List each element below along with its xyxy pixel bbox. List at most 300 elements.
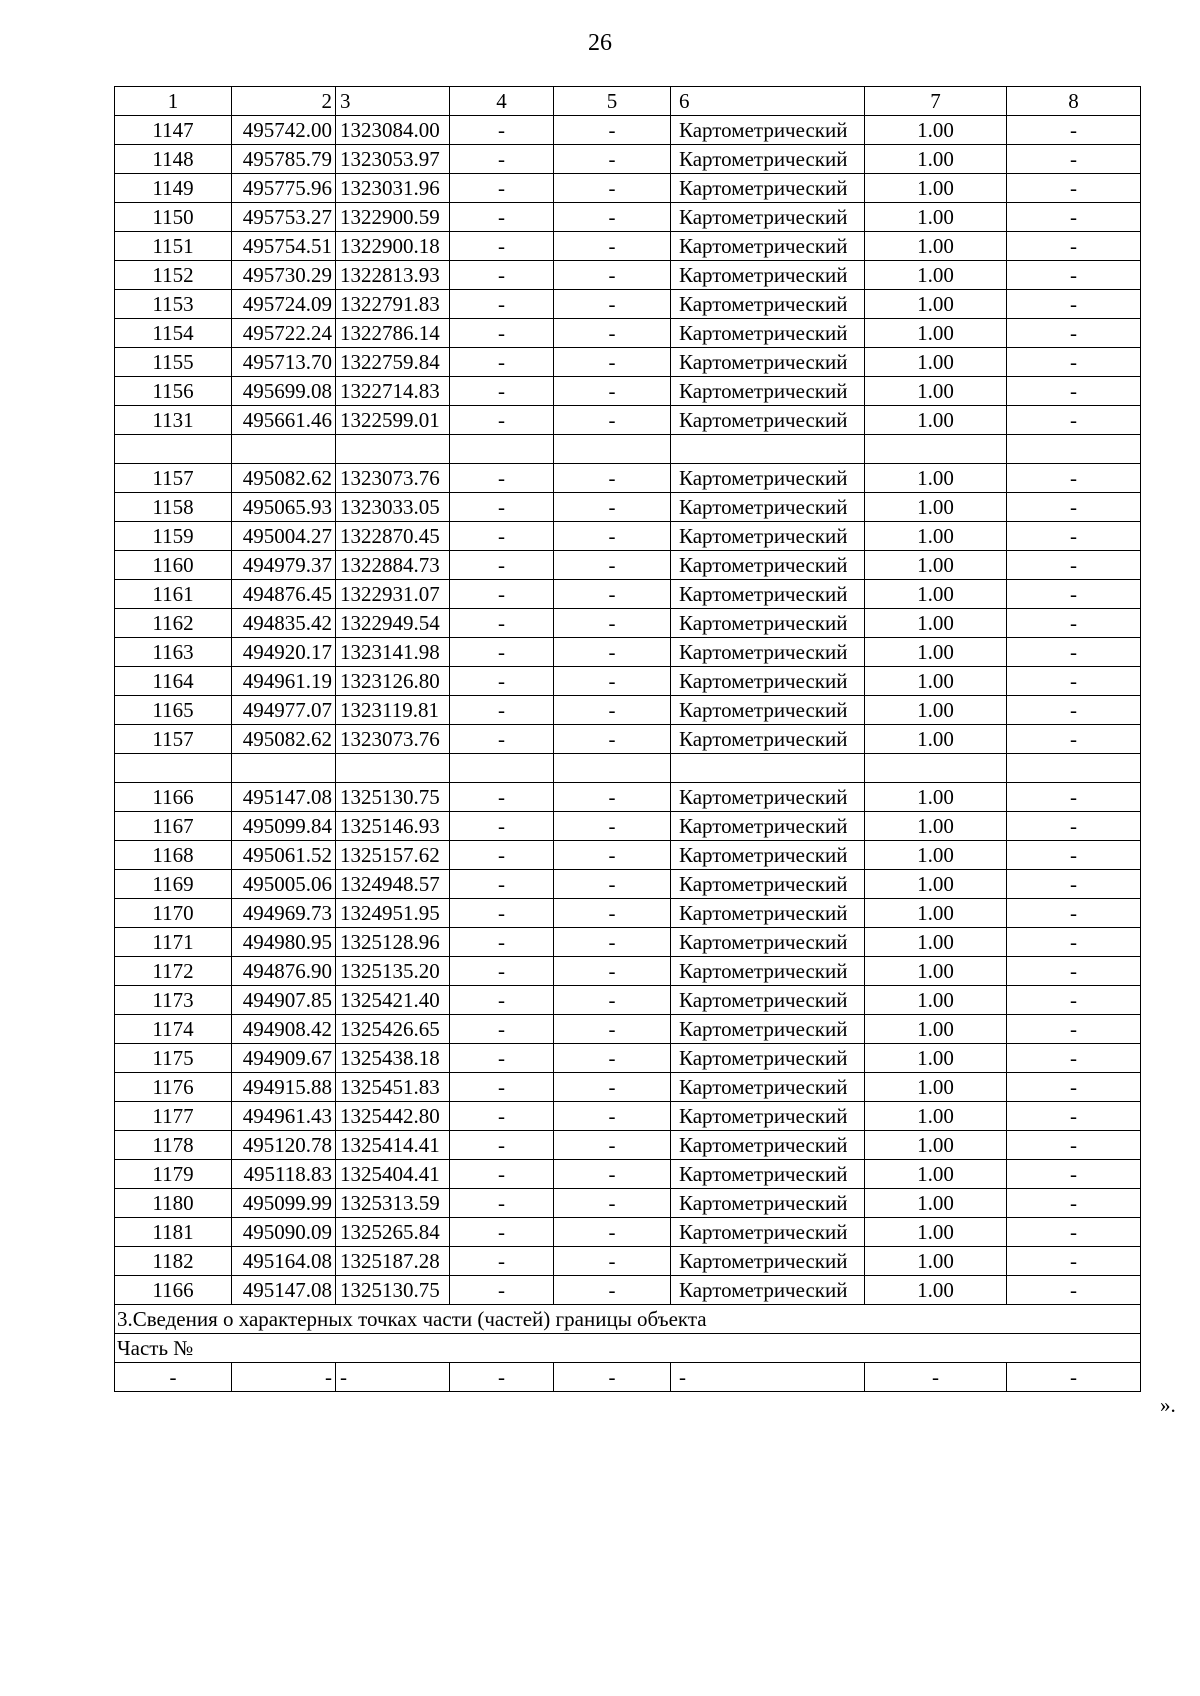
table-cell [115,435,232,464]
table-cell: - [554,261,671,290]
table-cell: - [554,667,671,696]
table-cell: - [1007,812,1141,841]
table-cell: 495082.62 [232,464,336,493]
table-row [115,957,1141,986]
table-cell: 1.00 [865,1247,1007,1276]
table-cell: 1.00 [865,377,1007,406]
table-cell: - [450,957,554,986]
table-cell: - [554,870,671,899]
table-cell: - [1007,464,1141,493]
table-cell: - [1007,986,1141,1015]
table-row [115,812,1141,841]
table-cell: 494876.90 [232,957,336,986]
table-cell: - [450,464,554,493]
table-cell: - [554,1044,671,1073]
table-cell: - [1007,406,1141,435]
table-cell: - [554,957,671,986]
table-cell: 1323084.00 [336,116,450,145]
table-cell: 1.00 [865,406,1007,435]
table-cell: - [450,1247,554,1276]
table-cell: 494980.95 [232,928,336,957]
table-cell: 1.00 [865,1218,1007,1247]
table-cell: - [554,203,671,232]
table-cell: 1325130.75 [336,783,450,812]
table-cell: Картометрический [671,986,865,1015]
table-cell: 494835.42 [232,609,336,638]
table-cell: 1322949.54 [336,609,450,638]
table-cell: - [1007,348,1141,377]
separator-row [115,435,1141,464]
section-title-row-text: 3.Сведения о характерных точках части (частей) границы объекта [115,1305,1141,1334]
table-cell: 1148 [115,145,232,174]
table-row [115,841,1141,870]
table-cell: - [554,783,671,812]
table-cell: Картометрический [671,870,865,899]
table-cell: 1173 [115,986,232,1015]
table-cell: 1166 [115,1276,232,1305]
table-cell: 5 [554,87,671,116]
table-cell: Картометрический [671,609,865,638]
table-cell: 1325313.59 [336,1189,450,1218]
table-row [115,522,1141,551]
table-row [115,1276,1141,1305]
table-cell: 1.00 [865,667,1007,696]
table-cell: 495785.79 [232,145,336,174]
table-cell: - [450,1218,554,1247]
table-cell: 1149 [115,174,232,203]
table-cell: 1152 [115,261,232,290]
table-cell: - [1007,609,1141,638]
table-cell: 1.00 [865,464,1007,493]
table-cell: - [554,174,671,203]
table-cell: - [450,1131,554,1160]
table-row [115,609,1141,638]
table-row [115,1015,1141,1044]
table-cell: Картометрический [671,1044,865,1073]
table-cell: - [1007,1073,1141,1102]
table-cell: - [554,1131,671,1160]
table-cell: 495753.27 [232,203,336,232]
table-cell: 494909.67 [232,1044,336,1073]
table-cell: 2 [232,87,336,116]
table-cell: 1177 [115,1102,232,1131]
table-cell: - [554,232,671,261]
table-cell: - [554,551,671,580]
separator-row [115,754,1141,783]
table-cell: - [1007,319,1141,348]
table-row [115,1131,1141,1160]
table-row [115,232,1141,261]
table-cell: 495147.08 [232,783,336,812]
table-row [115,406,1141,435]
table-cell: 1325130.75 [336,1276,450,1305]
table-cell: 494907.85 [232,986,336,1015]
table-cell: 1174 [115,1015,232,1044]
table-cell: - [1007,1247,1141,1276]
table-cell: 1325265.84 [336,1218,450,1247]
table-cell: Картометрический [671,696,865,725]
table-cell: 1.00 [865,841,1007,870]
table-cell [865,435,1007,464]
table-cell: Картометрический [671,928,865,957]
coordinates-table [114,86,1141,1392]
table-cell: 495661.46 [232,406,336,435]
table-cell: - [450,580,554,609]
table-cell: 1.00 [865,1276,1007,1305]
table-cell: 495775.96 [232,174,336,203]
table-row [115,899,1141,928]
table-cell: - [1007,290,1141,319]
table-cell [671,754,865,783]
table-cell: 8 [1007,87,1141,116]
table-cell: - [554,493,671,522]
table-cell: 1.00 [865,551,1007,580]
table-cell: - [1007,377,1141,406]
table-cell: - [1007,551,1141,580]
table-cell: - [554,290,671,319]
table-cell: 1.00 [865,957,1007,986]
table-cell: 1.00 [865,609,1007,638]
table-cell: 1.00 [865,348,1007,377]
table-cell: Картометрический [671,957,865,986]
table-row [115,551,1141,580]
table-cell: - [450,841,554,870]
table-cell: 1162 [115,609,232,638]
table-cell: 1.00 [865,928,1007,957]
table-cell: 1.00 [865,116,1007,145]
table-cell: - [450,116,554,145]
table-cell: - [1007,232,1141,261]
table-cell: 1156 [115,377,232,406]
table-cell: 1325442.80 [336,1102,450,1131]
table-cell: 495099.99 [232,1189,336,1218]
table-cell: Картометрический [671,1131,865,1160]
table-header-row [115,87,1141,116]
table-cell: - [554,1160,671,1189]
table-cell: - [1007,928,1141,957]
table-cell: 1325421.40 [336,986,450,1015]
table-cell: Картометрический [671,377,865,406]
table-cell: 1155 [115,348,232,377]
table-cell: 1322759.84 [336,348,450,377]
table-cell: - [554,1247,671,1276]
table-cell: 1.00 [865,696,1007,725]
table-cell: - [554,464,671,493]
table-cell: - [1007,1276,1141,1305]
table-cell: 1176 [115,1073,232,1102]
table-cell: Картометрический [671,1160,865,1189]
table-cell: - [1007,841,1141,870]
table-cell: 1.00 [865,493,1007,522]
table-cell: Картометрический [671,1189,865,1218]
table-cell: 1323033.05 [336,493,450,522]
table-cell: 1.00 [865,232,1007,261]
table-cell: - [1007,580,1141,609]
table-cell: - [1007,696,1141,725]
table-cell: Картометрический [671,232,865,261]
table-cell: - [554,348,671,377]
table-cell: Картометрический [671,319,865,348]
table-cell: Картометрический [671,1247,865,1276]
table-cell: Картометрический [671,1218,865,1247]
table-row [115,116,1141,145]
table-cell: 6 [671,87,865,116]
table-cell: - [450,261,554,290]
table-cell: Картометрический [671,261,865,290]
table-cell: Картометрический [671,145,865,174]
empty-part-row [115,1363,1141,1392]
table-cell: - [1007,1363,1141,1392]
table-cell: 495713.70 [232,348,336,377]
table-cell: 1325451.83 [336,1073,450,1102]
table-cell: - [450,609,554,638]
page-number: 26 [588,30,612,56]
table-cell: Картометрический [671,812,865,841]
table-cell: Картометрический [671,841,865,870]
table-cell: - [450,290,554,319]
table-cell: 3 [336,87,450,116]
table-cell: 1172 [115,957,232,986]
table-cell: Картометрический [671,1073,865,1102]
table-row [115,1073,1141,1102]
table-cell: - [1007,174,1141,203]
table-cell: 1157 [115,725,232,754]
table-cell: 494915.88 [232,1073,336,1102]
table-cell: 495722.24 [232,319,336,348]
table-cell: 495699.08 [232,377,336,406]
table-cell: 1.00 [865,174,1007,203]
table-cell: 1167 [115,812,232,841]
table-cell: - [1007,145,1141,174]
table-cell: - [450,1044,554,1073]
table-cell [450,435,554,464]
table-cell: - [1007,667,1141,696]
table-cell: - [450,1160,554,1189]
table-cell: 495742.00 [232,116,336,145]
table-cell: - [450,493,554,522]
table-cell [450,754,554,783]
table-cell [554,754,671,783]
table-cell: - [450,928,554,957]
table-cell: - [865,1363,1007,1392]
table-cell: - [450,870,554,899]
table-cell: - [450,377,554,406]
table-cell: - [1007,783,1141,812]
table-row [115,1189,1141,1218]
table-cell: 1180 [115,1189,232,1218]
table-cell: - [554,1218,671,1247]
table-cell: Картометрический [671,464,865,493]
table-cell: 1171 [115,928,232,957]
table-cell: 1.00 [865,899,1007,928]
table-cell: 1164 [115,667,232,696]
table-cell: 1.00 [865,783,1007,812]
closing-quote-mark: ». [1160,1393,1176,1417]
table-cell: - [450,783,554,812]
table-cell: 495730.29 [232,261,336,290]
table-cell: 1.00 [865,319,1007,348]
table-cell: 1.00 [865,203,1007,232]
table-row [115,667,1141,696]
table-cell: Картометрический [671,1015,865,1044]
table-cell: Картометрический [671,116,865,145]
table-cell: - [1007,870,1141,899]
table-cell: 1322931.07 [336,580,450,609]
section-title-row [115,1305,1141,1334]
table-cell: 1323073.76 [336,464,450,493]
table-cell: - [450,1073,554,1102]
table-row [115,377,1141,406]
table-cell: 495120.78 [232,1131,336,1160]
table-cell: 1322786.14 [336,319,450,348]
table-cell: 494908.42 [232,1015,336,1044]
table-cell: - [450,203,554,232]
table-cell: 1.00 [865,986,1007,1015]
table-cell: 1166 [115,783,232,812]
table-row [115,464,1141,493]
table-cell: - [450,348,554,377]
table-cell [336,435,450,464]
table-cell: 1322884.73 [336,551,450,580]
table-row [115,1102,1141,1131]
table-cell: - [1007,203,1141,232]
table-cell: - [554,841,671,870]
table-cell: - [554,1015,671,1044]
table-cell: 1323119.81 [336,696,450,725]
table-cell: 1325426.65 [336,1015,450,1044]
table-row [115,696,1141,725]
table-cell: - [1007,1015,1141,1044]
table-cell: - [554,1102,671,1131]
table-cell: - [554,609,671,638]
table-cell: 495724.09 [232,290,336,319]
table-cell: 7 [865,87,1007,116]
table-row [115,493,1141,522]
table-cell [554,435,671,464]
table-cell: Картометрический [671,638,865,667]
table-cell: Картометрический [671,290,865,319]
table-cell: 495065.93 [232,493,336,522]
table-cell: 1160 [115,551,232,580]
table-cell: 1324951.95 [336,899,450,928]
table-cell: 495061.52 [232,841,336,870]
table-row [115,1218,1141,1247]
table-cell: - [450,667,554,696]
table-cell: 494920.17 [232,638,336,667]
table-cell: 1323141.98 [336,638,450,667]
table-cell: - [450,1015,554,1044]
table-cell: - [450,174,554,203]
table-cell [671,435,865,464]
table-cell: - [450,232,554,261]
table-cell: 1.00 [865,725,1007,754]
table-cell: 1323053.97 [336,145,450,174]
table-cell: 1325438.18 [336,1044,450,1073]
table-cell: - [1007,1218,1141,1247]
table-cell: - [1007,493,1141,522]
table-cell: 1.00 [865,870,1007,899]
table-cell: 1181 [115,1218,232,1247]
table-cell: 1151 [115,232,232,261]
table-cell: Картометрический [671,580,865,609]
part-label-row-text: Часть № [115,1334,1141,1363]
table-cell: - [450,1189,554,1218]
table-cell: 1157 [115,464,232,493]
table-cell: Картометрический [671,406,865,435]
table-cell: - [554,986,671,1015]
table-cell: - [554,696,671,725]
table-cell: 494969.73 [232,899,336,928]
table-cell: - [554,1363,671,1392]
table-cell: 1322599.01 [336,406,450,435]
table-cell: - [554,899,671,928]
table-cell: - [554,928,671,957]
table-row [115,319,1141,348]
table-cell: 1325146.93 [336,812,450,841]
table-cell: - [450,551,554,580]
table-cell: - [1007,1160,1141,1189]
table-cell: 1179 [115,1160,232,1189]
table-cell: 1169 [115,870,232,899]
table-cell: Картометрический [671,725,865,754]
table-cell: 1.00 [865,145,1007,174]
table-row [115,870,1141,899]
table-cell: - [450,899,554,928]
table-cell: Картометрический [671,1276,865,1305]
table-cell: Картометрический [671,783,865,812]
table-cell: 1158 [115,493,232,522]
table-cell: - [450,522,554,551]
table-cell: - [232,1363,336,1392]
table-cell: - [554,580,671,609]
table-cell: 1.00 [865,1102,1007,1131]
table-cell [232,435,336,464]
table-cell: - [554,319,671,348]
table-cell: 495004.27 [232,522,336,551]
table-cell: - [450,145,554,174]
table-cell: - [1007,522,1141,551]
table-cell: - [1007,1102,1141,1131]
table-cell: 495099.84 [232,812,336,841]
table-cell: 494961.43 [232,1102,336,1131]
table-cell: 1161 [115,580,232,609]
table-cell: - [554,406,671,435]
table-cell: - [554,145,671,174]
table-cell [1007,435,1141,464]
table-cell: - [450,1276,554,1305]
table-cell: Картометрический [671,1102,865,1131]
table-cell [1007,754,1141,783]
table-cell: 1.00 [865,522,1007,551]
table-cell: Картометрический [671,203,865,232]
table-cell: 1.00 [865,580,1007,609]
table-cell: 495147.08 [232,1276,336,1305]
table-cell: - [554,812,671,841]
table-cell: 1182 [115,1247,232,1276]
table-cell: Картометрический [671,493,865,522]
table-cell: - [450,1363,554,1392]
table-cell: 1159 [115,522,232,551]
table-cell: 1325414.41 [336,1131,450,1160]
table-row [115,174,1141,203]
table-row [115,1044,1141,1073]
table-cell: Картометрический [671,899,865,928]
table-cell: 1.00 [865,812,1007,841]
table-cell: 1.00 [865,290,1007,319]
table-cell: 1323126.80 [336,667,450,696]
table-cell [232,754,336,783]
table-cell: 494977.07 [232,696,336,725]
